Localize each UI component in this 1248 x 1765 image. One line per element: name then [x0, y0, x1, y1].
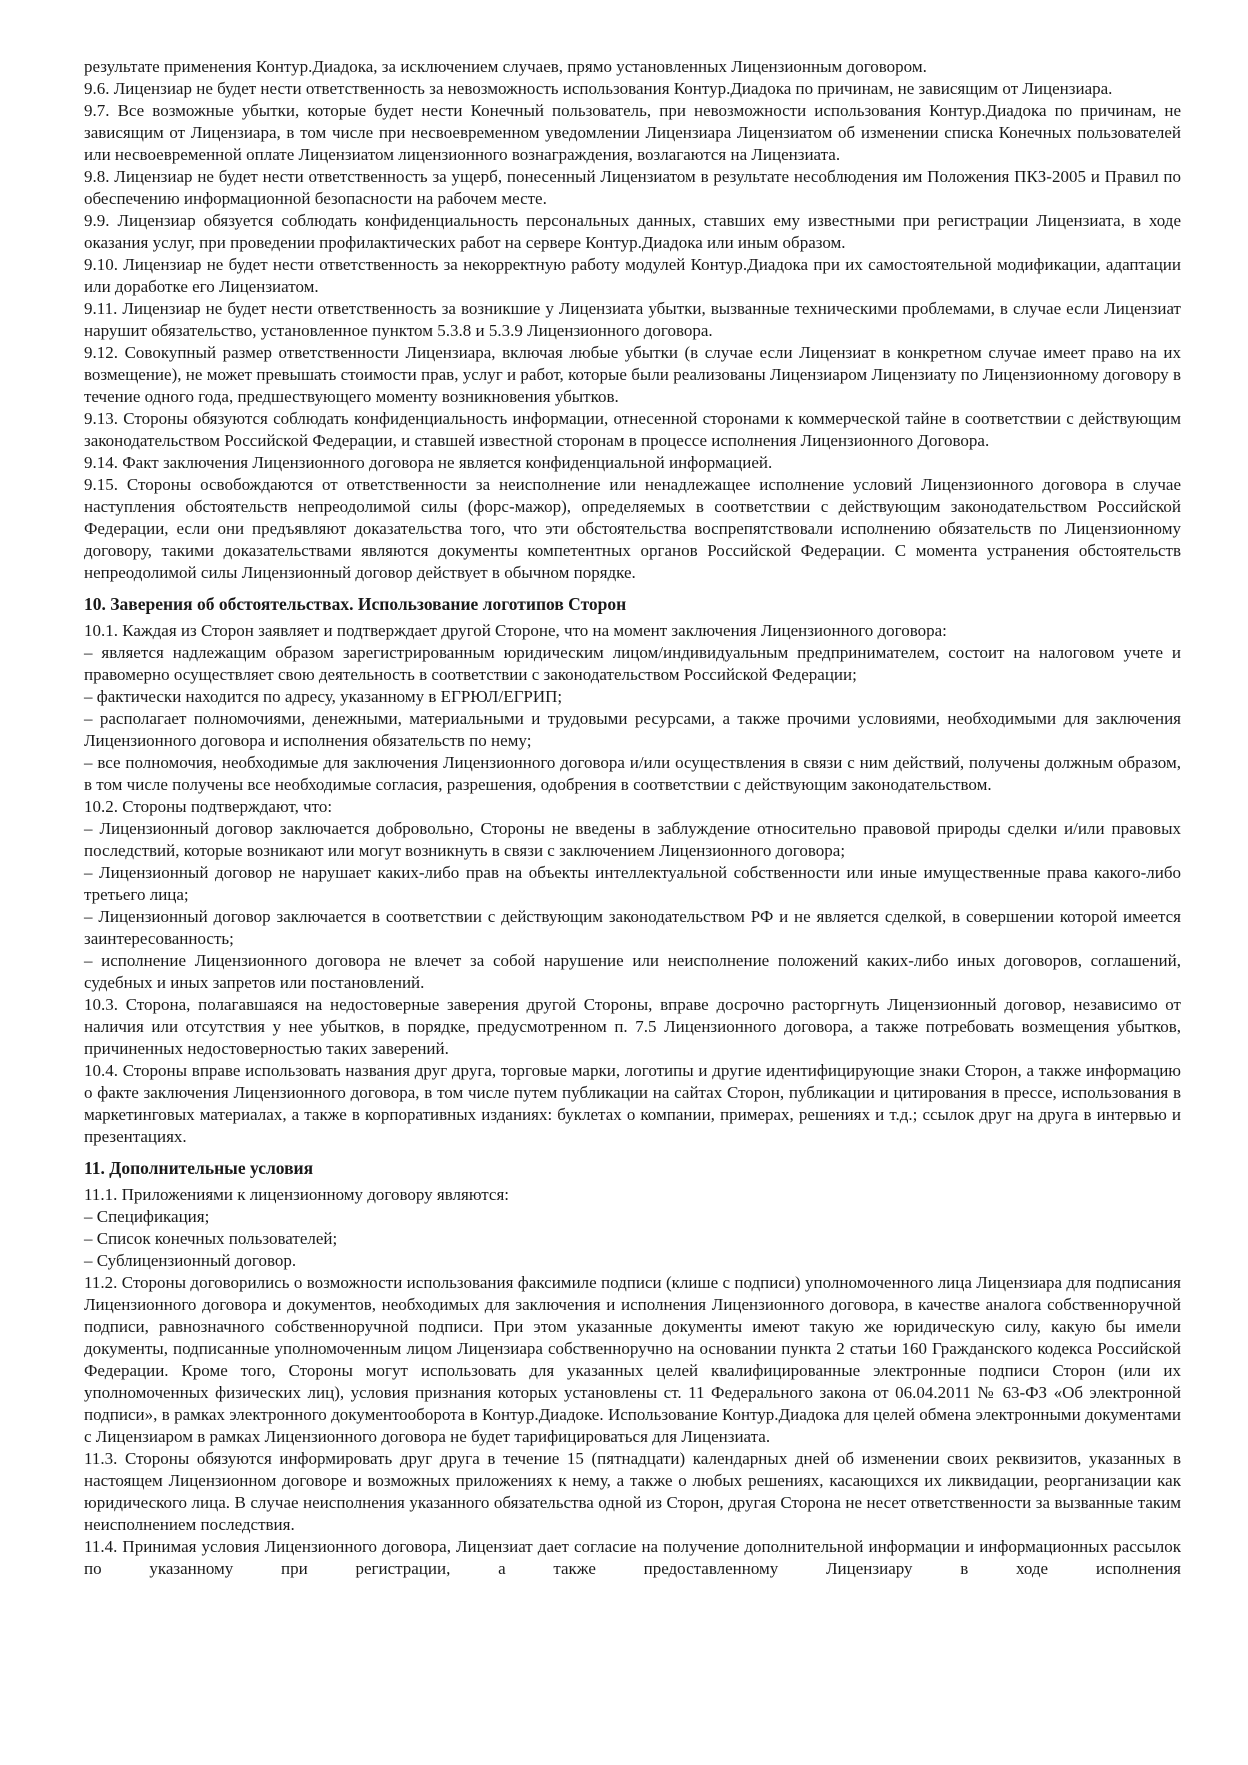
- paragraph: 10.1. Каждая из Сторон заявляет и подтверждает другой Стороне, что на момент заключения Лицензионного договора:: [84, 621, 947, 640]
- section-heading: 10. Заверения об обстоятельствах. Использование логотипов Сторон: [84, 594, 627, 614]
- list-item: – фактически находится по адресу, указанному в ЕГРЮЛ/ЕГРИП;: [84, 687, 563, 706]
- paragraph: 9.10. Лицензиар не будет нести ответственность за некорректную работу модулей Контур.Диадока при их самостоятельной модификации, адаптации или доработке его Лицензиатом.: [84, 255, 1181, 296]
- list-item: – Лицензионный договор заключается добровольно, Стороны не введены в заблуждение относительно правовой природы сделки и/или правовых последствий, которые возникают или могут возникнуть в связи с заключением Лицензионного договора;: [84, 819, 1181, 860]
- list-item: – Лицензионный договор заключается в соответствии с действующим законодательством РФ и не является сделкой, в совершении которой имеется заинтересованность;: [84, 907, 1181, 948]
- list-item: – исполнение Лицензионного договора не влечет за собой нарушение или неисполнение положений каких-либо иных договоров, соглашений, судебных и иных запретов или постановлений.: [84, 951, 1181, 992]
- paragraph: 11.1. Приложениями к лицензионному договору являются:: [84, 1185, 510, 1204]
- list-item: – является надлежащим образом зарегистрированным юридическим лицом/индивидуальным предпринимателем, состоит на налоговом учете и правомерно осуществляет свою деятельность в соответствии с законодательством Российской Федерации;: [84, 643, 1181, 684]
- paragraph: 9.13. Стороны обязуются соблюдать конфиденциальность информации, отнесенной сторонами к коммерческой тайне в соответствии с действующим законодательством Российской Федерации, и ставшей известной сторонам в процессе исполнения Лицензионного Договора.: [84, 409, 1181, 450]
- paragraph: 9.15. Стороны освобождаются от ответственности за неисполнение или ненадлежащее исполнение условий Лицензионного договора в случае наступления обстоятельств непреодолимой силы (форс-мажор), определяемых в соответствии с действующим законодательством Российской Федерации, если они предъявляют доказательства того, что эти обстоятельства воспрепятствовали исполнению обязательств по Лицензионному договору, такими доказательствами являются документы компетентных органов Российской Федерации. С момента устранения обстоятельств непреодолимой силы Лицензионный договор действует в обычном порядке.: [84, 475, 1181, 582]
- paragraph: 10.4. Стороны вправе использовать названия друг друга, торговые марки, логотипы и другие идентифицирующие знаки Сторон, а также информацию о факте заключения Лицензионного договора, в том числе путем публикации на сайтах Сторон, публикации и цитирования в прессе, использования в маркетинговых материалах, а также в корпоративных изданиях: буклетах о компании, примерах, решениях и т.д.; ссылок друг на друга в интервью и презентациях.: [84, 1061, 1181, 1146]
- paragraph: 9.11. Лицензиар не будет нести ответственность за возникшие у Лицензиата убытки, вызванные техническими проблемами, в случае если Лицензиат нарушит обязательство, установленное пунктом 5.3.8 и 5.3.9 Лицензионного договора.: [84, 299, 1181, 340]
- paragraph: 9.14. Факт заключения Лицензионного договора не является конфиденциальной информацией.: [84, 453, 773, 472]
- list-item: – Сублицензионный договор.: [84, 1251, 297, 1270]
- paragraph: результате применения Контур.Диадока, за исключением случаев, прямо установленных Лицензионным договором.: [84, 57, 927, 76]
- paragraph: 9.8. Лицензиар не будет нести ответственность за ущерб, понесенный Лицензиатом в результате несоблюдения им Положения ПКЗ-2005 и Правил по обеспечению информационной безопасности на рабочем месте.: [84, 167, 1181, 208]
- paragraph: 11.2. Стороны договорились о возможности использования факсимиле подписи (клише с подписи) уполномоченного лица Лицензиара для подписания Лицензионного договора и документов, необходимых для заключения и исполнения Лицензионного договора, в качестве аналога собственноручной подписи, равнозначного собственноручной подписи. При этом указанные документы имеют такую же юридическую силу, какую бы имели документы, подписанные уполномоченным лицом Лицензиара собственноручно на основании пункта 2 статьи 160 Гражданского кодекса Российской Федерации. Кроме того, Стороны могут использовать для указанных целей квалифицированные электронные подписи Сторон (или их уполномоченных физических лиц), условия признания которых установлены ст. 11 Федерального закона от 06.04.2011 № 63-ФЗ «Об электронной подписи», в рамках электронного документооборота в Контур.Диадоке. Использование Контур.Диадока для целей обмена электронными документами с Лицензиаром в рамках Лицензионного договора не будет тарифицироваться для Лицензиата.: [84, 1273, 1181, 1446]
- paragraph: 9.7. Все возможные убытки, которые будет нести Конечный пользователь, при невозможности использования Контур.Диадока по причинам, не зависящим от Лицензиара, в том числе при несвоевременном уведомлении Лицензиара Лицензиатом об изменении списка Конечных пользователей или несвоевременной оплате Лицензиатом лицензионного вознаграждения, возлагаются на Лицензиата.: [84, 101, 1181, 164]
- list-item: – все полномочия, необходимые для заключения Лицензионного договора и/или осуществления в связи с ним действий, получены должным образом, в том числе получены все необходимые согласия, разрешения, одобрения в соответствии с действующим законодательством.: [84, 753, 1181, 794]
- paragraph: 10.2. Стороны подтверждают, что:: [84, 797, 333, 816]
- paragraph: 10.3. Сторона, полагавшаяся на недостоверные заверения другой Стороны, вправе досрочно расторгнуть Лицензионный договор, независимо от наличия или отсутствия у нее убытков, в порядке, предусмотренном п. 7.5 Лицензионного договора, а также потребовать возмещения убытков, причиненных недостоверностью таких заверений.: [84, 995, 1181, 1058]
- paragraph: 11.4. Принимая условия Лицензионного договора, Лицензиат дает согласие на получение дополнительной информации и информационных рассылок по указанному при регистрации, а также предоставленному Лицензиару в ходе исполнения: [84, 1537, 1181, 1578]
- paragraph: 9.6. Лицензиар не будет нести ответственность за невозможность использования Контур.Диадока по причинам, не зависящим от Лицензиара.: [84, 79, 1113, 98]
- list-item: – Список конечных пользователей;: [84, 1229, 338, 1248]
- section-heading: 11. Дополнительные условия: [84, 1158, 314, 1178]
- paragraph: 9.12. Совокупный размер ответственности Лицензиара, включая любые убытки (в случае если Лицензиат в конкретном случае имеет право на их возмещение), не может превышать стоимости прав, услуг и работ, которые были реализованы Лицензиаром Лицензиату по Лицензионному договору в течение одного года, предшествующего моменту возникновения убытков.: [84, 343, 1181, 406]
- paragraph: 9.9. Лицензиар обязуется соблюдать конфиденциальность персональных данных, ставших ему известными при регистрации Лицензиата, в ходе оказания услуг, при проведении профилактических работ на сервере Контур.Диадока или иным образом.: [84, 211, 1181, 252]
- paragraph: 11.3. Стороны обязуются информировать друг друга в течение 15 (пятнадцати) календарных дней об изменении своих реквизитов, указанных в настоящем Лицензионном договоре и возможных приложениях к нему, а также о любых решениях, касающихся их ликвидации, реорганизации как юридического лица. В случае неисполнения указанного обязательства одной из Сторон, другая Сторона не несет ответственности за вызванные таким неисполнением последствия.: [84, 1449, 1181, 1534]
- list-item: – Лицензионный договор не нарушает каких-либо прав на объекты интеллектуальной собственности или иные имущественные права какого-либо третьего лица;: [84, 863, 1181, 904]
- list-item: – располагает полномочиями, денежными, материальными и трудовыми ресурсами, а также прочими условиями, необходимыми для заключения Лицензионного договора и исполнения обязательств по нему;: [84, 709, 1181, 750]
- list-item: – Спецификация;: [84, 1207, 210, 1226]
